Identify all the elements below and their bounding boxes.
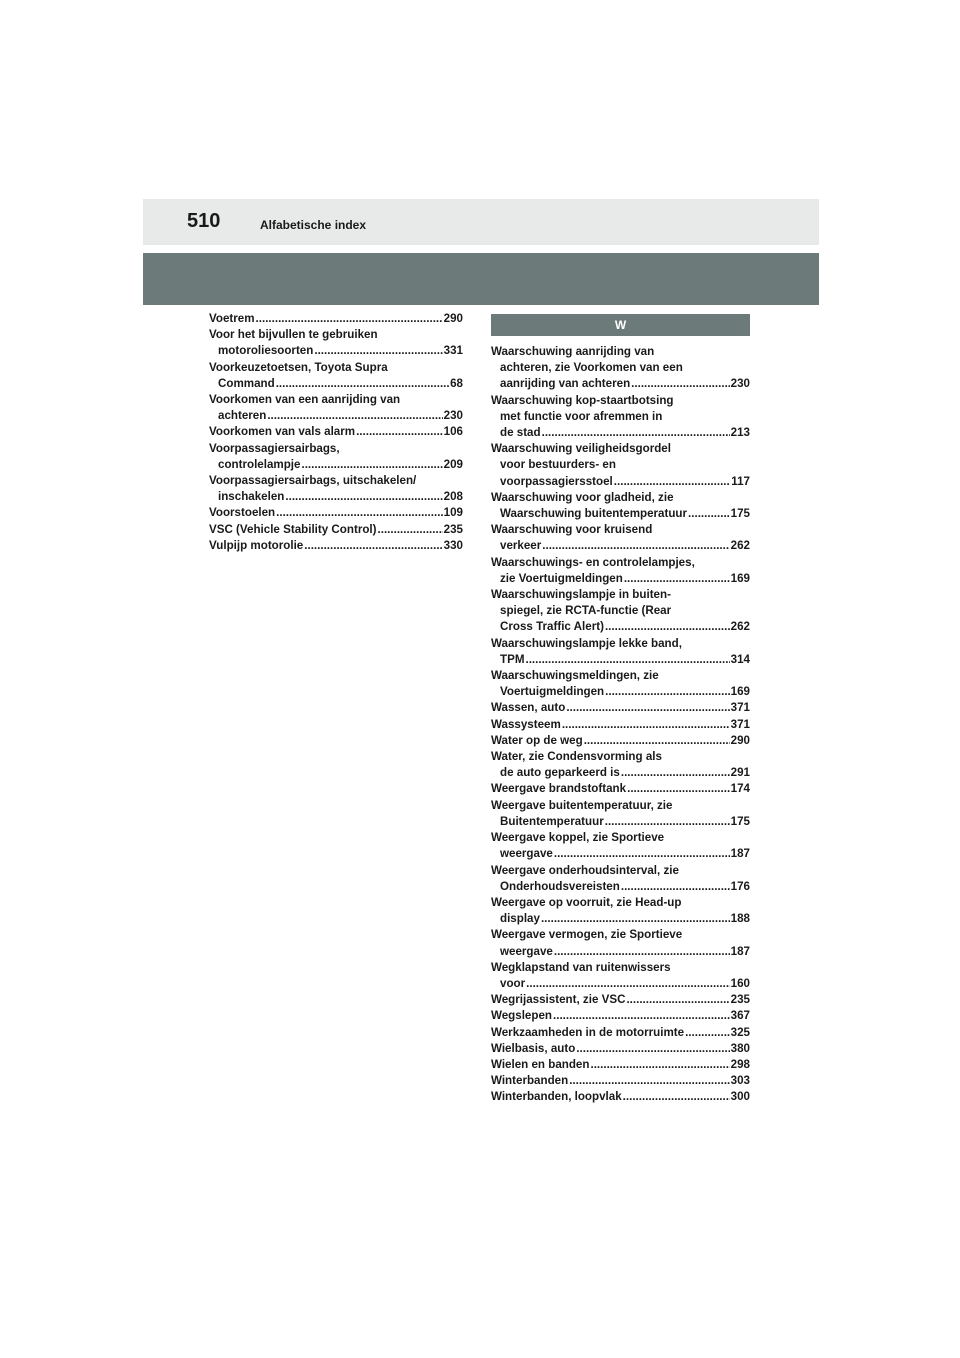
- index-entry-text: Water op de weg: [491, 733, 583, 747]
- dot-leader: [623, 1089, 730, 1105]
- dot-leader: [584, 733, 730, 749]
- dot-leader: [276, 505, 443, 521]
- index-entry-text: Command: [218, 376, 275, 390]
- index-entry-text: voorpassagiersstoel: [500, 474, 613, 488]
- index-entry-text: TPM: [500, 652, 525, 666]
- index-entry-page: 235: [443, 522, 463, 536]
- index-entry-page: 106: [443, 425, 463, 439]
- index-entry: [491, 960, 750, 992]
- index-entry-text: Waarschuwing buitentemperatuur: [500, 507, 688, 521]
- index-entry-page: 169: [730, 685, 750, 699]
- index-entry: [209, 392, 463, 424]
- dot-leader: [562, 717, 730, 733]
- index-entry-text: Wegklapstand van ruitenwissers: [491, 960, 671, 974]
- index-entry: [491, 700, 750, 716]
- index-column-right: [491, 314, 750, 1106]
- index-entry-page: 174: [730, 782, 750, 796]
- dot-leader: [525, 652, 729, 668]
- header-bar: [143, 199, 819, 245]
- dot-leader: [356, 424, 443, 440]
- dot-leader: [267, 408, 442, 424]
- index-entry-page: 300: [730, 1090, 750, 1104]
- index-entry-page: 175: [730, 814, 750, 828]
- dot-leader: [605, 684, 730, 700]
- index-entry: [209, 538, 463, 554]
- index-entry: [491, 441, 750, 490]
- index-entry-text: Winterbanden, loopvlak: [491, 1090, 622, 1104]
- index-entry-text: voor bestuurders- en: [500, 458, 616, 472]
- dot-leader: [614, 474, 731, 490]
- index-entry-text: Voorkomen van vals alarm: [209, 425, 356, 439]
- index-entry-page: 290: [730, 733, 750, 747]
- index-entry-page: 371: [730, 701, 750, 715]
- dot-leader: [301, 457, 442, 473]
- index-entry-text: Waarschuwingslampje lekke band,: [491, 636, 682, 650]
- index-entry-text: Buitentemperatuur: [500, 814, 604, 828]
- dot-leader: [554, 846, 730, 862]
- index-entry: [491, 636, 750, 668]
- dot-leader: [627, 781, 730, 797]
- index-entry: [491, 749, 750, 781]
- index-entry: [209, 327, 463, 359]
- index-entry-text: Voor het bijvullen te gebruiken: [209, 328, 378, 342]
- letter-header-w: W: [491, 314, 750, 336]
- index-entry-page: 176: [730, 879, 750, 893]
- index-entry: [491, 344, 750, 393]
- index-entry-text: VSC (Vehicle Stability Control): [209, 522, 377, 536]
- index-entry-text: Voetrem: [209, 312, 255, 325]
- index-entry-text: Wielbasis, auto: [491, 1041, 576, 1055]
- index-entry-text: Voertuigmeldingen: [500, 685, 605, 699]
- index-entry-text: Voorpassagiersairbags, uitschakelen/: [209, 474, 417, 488]
- dot-leader: [605, 619, 730, 635]
- index-entry-page: 187: [730, 847, 750, 861]
- index-entry-text: Voorstoelen: [209, 506, 276, 520]
- dot-leader: [566, 700, 729, 716]
- index-entry-text: Waarschuwing aanrijding van: [491, 345, 655, 358]
- index-entry-page: 331: [443, 344, 463, 358]
- index-entry-text: de stad: [500, 426, 541, 440]
- index-entry-text: de auto geparkeerd is: [500, 766, 620, 780]
- index-entry: [209, 522, 463, 538]
- index-entry-page: 314: [730, 652, 750, 666]
- index-entry-text: Waarschuwing voor gladheid, zie: [491, 490, 674, 504]
- index-entry-page: 298: [730, 1057, 750, 1071]
- dot-leader: [304, 538, 442, 554]
- index-entry-text: Voorkeuzetoetsen, Toyota Supra: [209, 360, 388, 374]
- index-entry-text: Weergave vermogen, zie Sportieve: [491, 928, 683, 942]
- index-entry-page: 175: [730, 507, 750, 521]
- index-entry: [491, 992, 750, 1008]
- index-entry-text: Wassen, auto: [491, 701, 566, 715]
- index-entry-text: achteren: [218, 409, 267, 423]
- index-entry: [491, 1089, 750, 1105]
- dot-leader: [276, 376, 449, 392]
- index-column-left: [209, 311, 463, 554]
- index-entry-text: zie Voertuigmeldingen: [500, 571, 623, 585]
- index-entry: [491, 1041, 750, 1057]
- index-entry: [209, 505, 463, 521]
- index-entry-text: weergave: [500, 944, 553, 958]
- index-entry-text: spiegel, zie RCTA-functie (Rear: [500, 604, 672, 618]
- index-entry-text: Vulpijp motorolie: [209, 538, 304, 552]
- index-entry: [491, 798, 750, 830]
- dot-leader: [621, 765, 730, 781]
- index-entry: [491, 781, 750, 797]
- dot-leader: [626, 992, 729, 1008]
- index-entry: [491, 1057, 750, 1073]
- index-entry-text: Winterbanden: [491, 1074, 569, 1088]
- dot-leader: [605, 814, 730, 830]
- index-entry: [209, 473, 463, 505]
- index-entry-page: 160: [730, 976, 750, 990]
- index-entry-text: Wegrijassistent, zie VSC: [491, 993, 626, 1007]
- index-entry-page: 290: [443, 312, 463, 325]
- page-number: 510: [187, 210, 221, 232]
- index-entry: [491, 587, 750, 636]
- index-entry: [209, 360, 463, 392]
- index-entry: [491, 895, 750, 927]
- index-entry: [491, 490, 750, 522]
- index-entry: [209, 424, 463, 440]
- index-entry-text: voor: [500, 976, 526, 990]
- index-entry: [491, 668, 750, 700]
- dot-leader: [688, 506, 730, 522]
- dot-leader: [569, 1073, 729, 1089]
- dot-leader: [526, 976, 730, 992]
- index-entry: [491, 830, 750, 862]
- index-entry-page: 325: [730, 1025, 750, 1039]
- index-entry-page: 230: [730, 377, 750, 391]
- index-entry-page: 213: [730, 426, 750, 440]
- index-entry-text: aanrijding van achteren: [500, 377, 631, 391]
- index-entry-text: Waarschuwing veiligheidsgordel: [491, 442, 671, 456]
- index-entry-page: 303: [730, 1074, 750, 1088]
- index-entry-page: 68: [450, 376, 463, 390]
- index-entry-page: 291: [730, 766, 750, 780]
- index-entry-page: 117: [731, 474, 750, 488]
- index-entry-page: 109: [443, 506, 463, 520]
- index-entry: [209, 311, 463, 327]
- index-entry: [491, 717, 750, 733]
- index-entry-text: met functie voor afremmen in: [500, 409, 663, 423]
- index-entry-text: inschakelen: [218, 490, 285, 504]
- dot-leader: [631, 376, 730, 392]
- index-entry-page: 230: [443, 409, 463, 423]
- index-entry-text: display: [500, 912, 540, 926]
- index-entry-text: motoroliesoorten: [218, 344, 314, 358]
- index-entry-page: 188: [730, 912, 750, 926]
- index-entry-page: 209: [443, 457, 463, 471]
- index-entry-page: 235: [730, 993, 750, 1007]
- dot-leader: [553, 1008, 730, 1024]
- index-entry: [491, 1025, 750, 1041]
- dot-leader: [285, 489, 442, 505]
- dot-leader: [542, 538, 729, 554]
- index-entry-text: Water, zie Condensvorming als: [491, 750, 662, 764]
- index-entry-text: Wegslepen: [491, 1009, 552, 1023]
- index-entry-text: Waarschuwingslampje in buiten-: [491, 588, 671, 602]
- dot-leader: [314, 343, 442, 359]
- title-band: [143, 253, 819, 305]
- index-entry: [491, 927, 750, 959]
- index-entry: [491, 1008, 750, 1024]
- index-entry-text: Onderhoudsvereisten: [500, 879, 620, 893]
- index-entry-page: 371: [730, 717, 750, 731]
- index-entry-page: 367: [730, 1009, 750, 1023]
- index-entry-text: Wielen en banden: [491, 1057, 590, 1071]
- index-entry-text: weergave: [500, 847, 553, 861]
- index-entry: [491, 522, 750, 554]
- index-entry-text: Cross Traffic Alert): [500, 620, 604, 634]
- index-entry-text: Weergave onderhoudsinterval, zie: [491, 863, 679, 877]
- index-entry-text: controlelampje: [218, 457, 301, 471]
- index-entry-page: 208: [443, 490, 463, 504]
- dot-leader: [542, 425, 730, 441]
- index-entry: [491, 555, 750, 587]
- dot-leader: [576, 1041, 729, 1057]
- index-entry-text: Waarschuwingsmeldingen, zie: [491, 669, 659, 683]
- index-entry: [209, 441, 463, 473]
- dot-leader: [256, 311, 443, 327]
- index-entry-page: 169: [730, 571, 750, 585]
- index-entry-text: Waarschuwing kop-staartbotsing: [491, 393, 674, 407]
- index-entry-page: 187: [730, 944, 750, 958]
- index-entry-text: Weergave koppel, zie Sportieve: [491, 831, 665, 845]
- index-entry-text: Waarschuwing voor kruisend: [491, 523, 653, 537]
- index-entry: [491, 1073, 750, 1089]
- index-entry-text: Weergave brandstoftank: [491, 782, 627, 796]
- index-entry-text: Weergave buitentemperatuur, zie: [491, 798, 673, 812]
- section-title: Alfabetische index: [260, 218, 367, 232]
- index-entry: [491, 863, 750, 895]
- dot-leader: [685, 1025, 730, 1041]
- index-entry-text: Wassysteem: [491, 717, 561, 731]
- dot-leader: [590, 1057, 729, 1073]
- index-entry-text: Werkzaamheden in de motorruimte: [491, 1025, 685, 1039]
- index-entry-text: Voorkomen van een aanrijding van: [209, 393, 401, 407]
- dot-leader: [541, 911, 730, 927]
- index-entry: [491, 733, 750, 749]
- index-entry: [491, 393, 750, 442]
- index-entry-page: 330: [443, 538, 463, 552]
- index-entry-text: Waarschuwings- en controlelampjes,: [491, 555, 695, 569]
- index-entry-text: Weergave op voorruit, zie Head-up: [491, 895, 682, 909]
- index-entry-page: 380: [730, 1041, 750, 1055]
- dot-leader: [624, 571, 730, 587]
- dot-leader: [378, 522, 443, 538]
- index-entry-page: 262: [730, 620, 750, 634]
- index-entry-text: Voorpassagiersairbags,: [209, 441, 340, 455]
- index-entry-text: achteren, zie Voorkomen van een: [500, 361, 683, 375]
- dot-leader: [554, 944, 730, 960]
- index-entry-page: 262: [730, 539, 750, 553]
- index-entry-text: verkeer: [500, 539, 542, 553]
- dot-leader: [621, 879, 730, 895]
